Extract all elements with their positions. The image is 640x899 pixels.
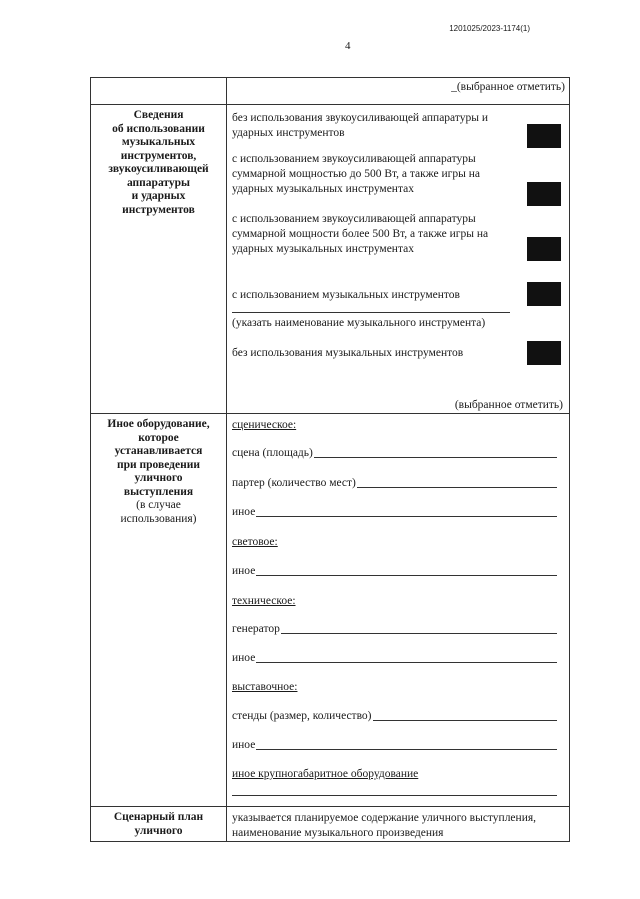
music-options-cell [227, 105, 569, 413]
scene-label: сцена (площадь) [232, 447, 313, 459]
scenic-header: сценическое: [232, 419, 297, 431]
music-option-3: с использованием звукоусиливающей аппаратуры суммарной мощности более 500 Вт, а также игры на ударных музыкальных инструментах [232, 213, 489, 255]
checkbox-option-3[interactable] [527, 237, 561, 261]
other-label-2: иное [232, 565, 256, 577]
other-line-1[interactable] [256, 516, 557, 517]
stands-line[interactable] [373, 720, 557, 721]
form-table [90, 77, 570, 842]
other-line-2[interactable] [256, 575, 557, 576]
other-line-3[interactable] [256, 662, 557, 663]
page-number: 4 [345, 40, 351, 52]
stands-field[interactable] [232, 709, 557, 724]
other-label-1: иное [232, 506, 256, 518]
empty-cell [91, 78, 227, 104]
checkbox-option-5[interactable] [527, 341, 561, 365]
other-field-3[interactable] [232, 651, 557, 666]
table-row-music [91, 104, 569, 413]
other-field-2[interactable] [232, 564, 557, 579]
table-row [91, 78, 569, 104]
checkbox-option-1[interactable] [527, 124, 561, 148]
other-field-1[interactable] [232, 505, 557, 520]
equipment-label-note: (в случае использования) [120, 499, 197, 525]
tech-header: техническое: [232, 595, 296, 607]
large-equipment-line[interactable] [232, 795, 557, 796]
instrument-note: (указать наименование музыкального инструмента) [232, 317, 486, 329]
parterre-field[interactable] [232, 476, 557, 491]
music-option-5: без использования музыкальных инструментов [232, 347, 464, 359]
music-label: Сведения об использовании музыкальных инструментов, звукоусиливающей аппаратуры и ударных инструментов [91, 105, 227, 413]
select-note-top: _(выбранное отметить) [451, 81, 565, 93]
exhibit-header: выставочное: [232, 681, 298, 693]
light-header: световое: [232, 536, 278, 548]
equipment-fields-cell [227, 414, 569, 806]
other-line-4[interactable] [256, 749, 557, 750]
music-option-1: без использования звукоусиливающей аппаратуры и ударных инструментов [232, 112, 488, 139]
stands-label: стенды (размер, количество) [232, 710, 372, 722]
checkbox-option-4[interactable] [527, 282, 561, 306]
equipment-label [91, 414, 227, 806]
table-row-scenario [91, 806, 569, 841]
checkbox-option-2[interactable] [527, 182, 561, 206]
generator-label: генератор [232, 623, 280, 635]
other-label-4: иное [232, 739, 256, 751]
select-note: (выбранное отметить) [454, 399, 563, 411]
music-option-2: с использованием звукоусиливающей аппаратуры суммарной мощностью до 500 Вт, а также игры на ударных музыкальных инструментах [232, 153, 481, 195]
scene-line[interactable] [314, 457, 557, 458]
scenario-text: указывается планируемое содержание уличного выступления, наименование музыкального произведения [232, 812, 537, 839]
scene-field[interactable] [232, 446, 557, 461]
instrument-name-line[interactable] [232, 312, 510, 313]
scenario-label: Сценарный план уличного [91, 807, 227, 841]
music-option-4: с использованием музыкальных инструментов [232, 289, 460, 301]
table-row-equipment [91, 413, 569, 806]
other-field-4[interactable] [232, 738, 557, 753]
other-label-3: иное [232, 652, 256, 664]
equipment-label-bold: Иное оборудование, которое устанавливается при проведении уличного выступления [107, 418, 210, 498]
large-equipment-header: иное крупногабаритное оборудование [232, 768, 419, 780]
parterre-label: партер (количество мест) [232, 477, 356, 489]
document-id: 1201025/2023-1174(1) [449, 24, 530, 33]
generator-line[interactable] [281, 633, 557, 634]
generator-field[interactable] [232, 622, 557, 637]
parterre-line[interactable] [357, 487, 557, 488]
